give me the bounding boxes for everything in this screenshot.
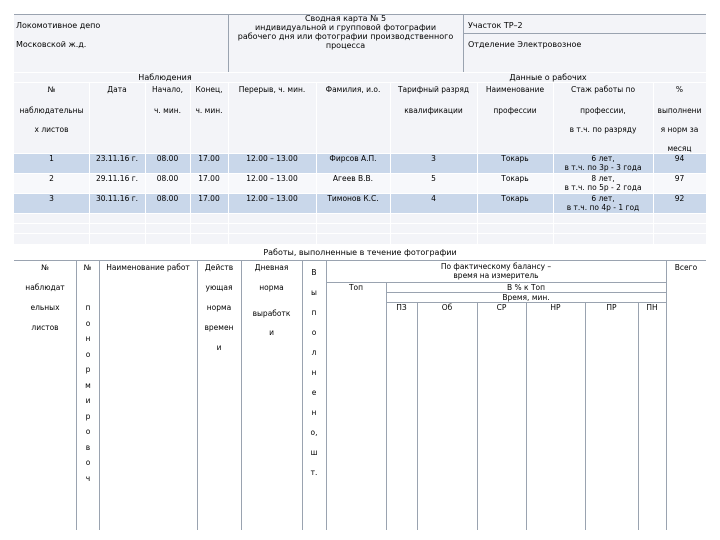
- vertical-letter: о: [85, 349, 91, 359]
- vertical-letter: н: [85, 334, 91, 343]
- cell-name: Фирсов А.П.: [329, 154, 377, 163]
- section-label: Участок ТР–2: [468, 21, 523, 30]
- cell-grade: 5: [431, 174, 436, 183]
- col-header-line: наблюдат: [25, 283, 65, 292]
- col-header-line: и: [269, 328, 274, 337]
- vertical-letter: м: [85, 380, 91, 390]
- railway-label: Московской ж.д.: [16, 40, 87, 49]
- col-header-break: Перерыв, ч. мин.: [238, 85, 306, 94]
- vertical-letter: в: [85, 442, 91, 452]
- vertical-letter: ч: [85, 473, 91, 483]
- cell-grade: 4: [431, 194, 436, 203]
- vertical-letter: л: [311, 348, 317, 357]
- group-workers: Данные о рабочих: [509, 73, 587, 82]
- vertical-letter: е: [311, 388, 317, 397]
- cell-experience-detail: в т.ч. по 5р - 2 года: [564, 183, 642, 192]
- cell-experience: 6 лет,: [591, 154, 615, 163]
- vertical-letter: ш: [310, 448, 318, 457]
- col-header-line: листов: [31, 323, 59, 332]
- col-header-line: профессии,: [580, 106, 626, 115]
- depot-label: Локомотивное депо: [16, 21, 101, 30]
- cell-name: Тимонов К.С.: [327, 194, 379, 203]
- vertical-letter: р: [85, 365, 91, 374]
- works-col-top: Топ: [348, 283, 364, 292]
- cell-num: 2: [49, 174, 54, 183]
- cell-date: 23.11.16 г.: [95, 154, 139, 163]
- cell-num: 1: [49, 154, 54, 163]
- cell-experience-detail: в т.ч. по 4р - 1 год: [566, 203, 640, 212]
- vertical-letter: ы: [311, 288, 317, 297]
- cell-break: 12.00 – 13.00: [246, 194, 298, 203]
- col-header-line: времен: [204, 323, 234, 332]
- cell-end: 17.00: [198, 174, 220, 183]
- vertical-letter: о: [85, 427, 91, 436]
- card-title-line: Сводная карта № 5: [304, 14, 387, 23]
- col-header-line: я норм за: [660, 125, 699, 134]
- col-header-name: Фамилия, и.о.: [325, 85, 381, 94]
- vertical-letter: т.: [310, 468, 318, 477]
- cell-percent: 97: [674, 174, 685, 183]
- col-header-line: наблюдательны: [19, 106, 84, 115]
- col-header-line: и: [216, 343, 222, 352]
- cell-start: 08.00: [156, 154, 179, 163]
- cell-profession: Токарь: [501, 154, 529, 163]
- cell-percent: 94: [674, 154, 685, 163]
- works-col-nomer: [81, 300, 95, 486]
- cell-experience: 6 лет,: [591, 194, 615, 203]
- works-col-nomer-label: №: [83, 263, 92, 272]
- card-title-line: процесса: [325, 41, 366, 50]
- works-title: Работы, выполненные в течение фотографии: [263, 248, 457, 257]
- card-title-line: индивидуальной и групповой фотографии: [254, 23, 437, 32]
- col-header-line: норма: [206, 303, 232, 312]
- col-header-line: норма: [259, 283, 284, 292]
- vertical-letter: В: [311, 268, 317, 277]
- works-col-done: [307, 263, 321, 483]
- col-header-line: ующая: [205, 283, 233, 292]
- works-cat-pz: ПЗ: [396, 303, 407, 312]
- col-header-line: выработк: [252, 309, 291, 318]
- vertical-letter: о,: [310, 428, 318, 437]
- cell-break: 12.00 – 13.00: [246, 154, 298, 163]
- works-cat-sr: СР: [496, 303, 507, 312]
- vertical-letter: и: [85, 396, 91, 405]
- vertical-letter: р: [85, 411, 91, 421]
- col-header-line: №: [41, 263, 49, 272]
- vertical-letter: п: [311, 308, 317, 317]
- col-header-line: Тарифный разряд: [397, 85, 470, 94]
- col-header-line: ч. мин.: [195, 106, 223, 115]
- col-header-line: в т.ч. по разряду: [569, 125, 637, 134]
- cell-num: 3: [49, 194, 54, 203]
- col-header-line: ч. мин.: [153, 106, 182, 115]
- cell-start: 08.00: [156, 194, 179, 203]
- vertical-letter: п: [85, 303, 91, 312]
- cell-experience-detail: в т.ч. по 3р - 3 года: [564, 163, 642, 172]
- col-header-line: Наименование: [485, 85, 545, 94]
- department-label: Отделение Электровозное: [468, 40, 582, 49]
- cell-profession: Токарь: [501, 194, 529, 203]
- vertical-letter: о: [85, 318, 91, 328]
- cell-profession: Токарь: [501, 174, 529, 183]
- cell-name: Агеев В.В.: [332, 174, 374, 183]
- cell-date: 29.11.16 г.: [95, 174, 139, 183]
- cell-date: 30.11.16 г.: [95, 194, 139, 203]
- works-col-total: Всего: [674, 263, 698, 272]
- col-header-date: Дата: [107, 85, 127, 94]
- col-header-line: квалификации: [404, 106, 463, 115]
- works-cat-pn: ПН: [646, 303, 658, 312]
- cell-end: 17.00: [198, 154, 220, 163]
- col-header-line: Стаж работы по: [570, 85, 636, 94]
- vertical-letter: о: [85, 458, 91, 467]
- cell-end: 17.00: [198, 194, 220, 203]
- cell-start: 08.00: [156, 174, 179, 183]
- works-cat-nr: НР: [550, 303, 561, 312]
- col-header-line: №: [47, 85, 56, 94]
- vertical-letter: н: [311, 368, 317, 377]
- cell-grade: 3: [431, 154, 436, 163]
- works-percent-top: В % к Топ: [506, 283, 546, 292]
- col-header-line: ельных: [30, 303, 60, 312]
- col-header-line: х листов: [34, 125, 69, 134]
- cell-experience: 8 лет,: [591, 174, 615, 183]
- cell-percent: 92: [674, 194, 685, 203]
- works-cat-ob: Об: [441, 303, 453, 312]
- works-time: Время, мин.: [502, 293, 550, 302]
- vertical-letter: н: [311, 408, 317, 417]
- works-col-name: Наименование работ: [106, 263, 190, 272]
- col-header-line: %: [675, 85, 684, 94]
- col-header-line: Начало,: [151, 85, 184, 94]
- col-header-line: По фактическому балансу –: [440, 262, 552, 271]
- vertical-letter: о: [311, 328, 317, 337]
- col-header-line: время на измеритель: [453, 271, 539, 280]
- col-header-line: выполнени: [657, 106, 702, 115]
- cell-break: 12.00 – 13.00: [246, 174, 298, 183]
- col-header-line: Дневная: [254, 263, 289, 272]
- group-observations: Наблюдения: [138, 73, 192, 82]
- col-header-line: профессии: [493, 106, 537, 115]
- col-header-line: Действ: [204, 263, 234, 272]
- col-header-line: месяц: [667, 144, 692, 153]
- card-title-line: рабочего дня или фотографии производственного: [237, 32, 454, 41]
- works-cat-pr: ПР: [606, 303, 617, 312]
- col-header-line: Конец,: [195, 85, 223, 94]
